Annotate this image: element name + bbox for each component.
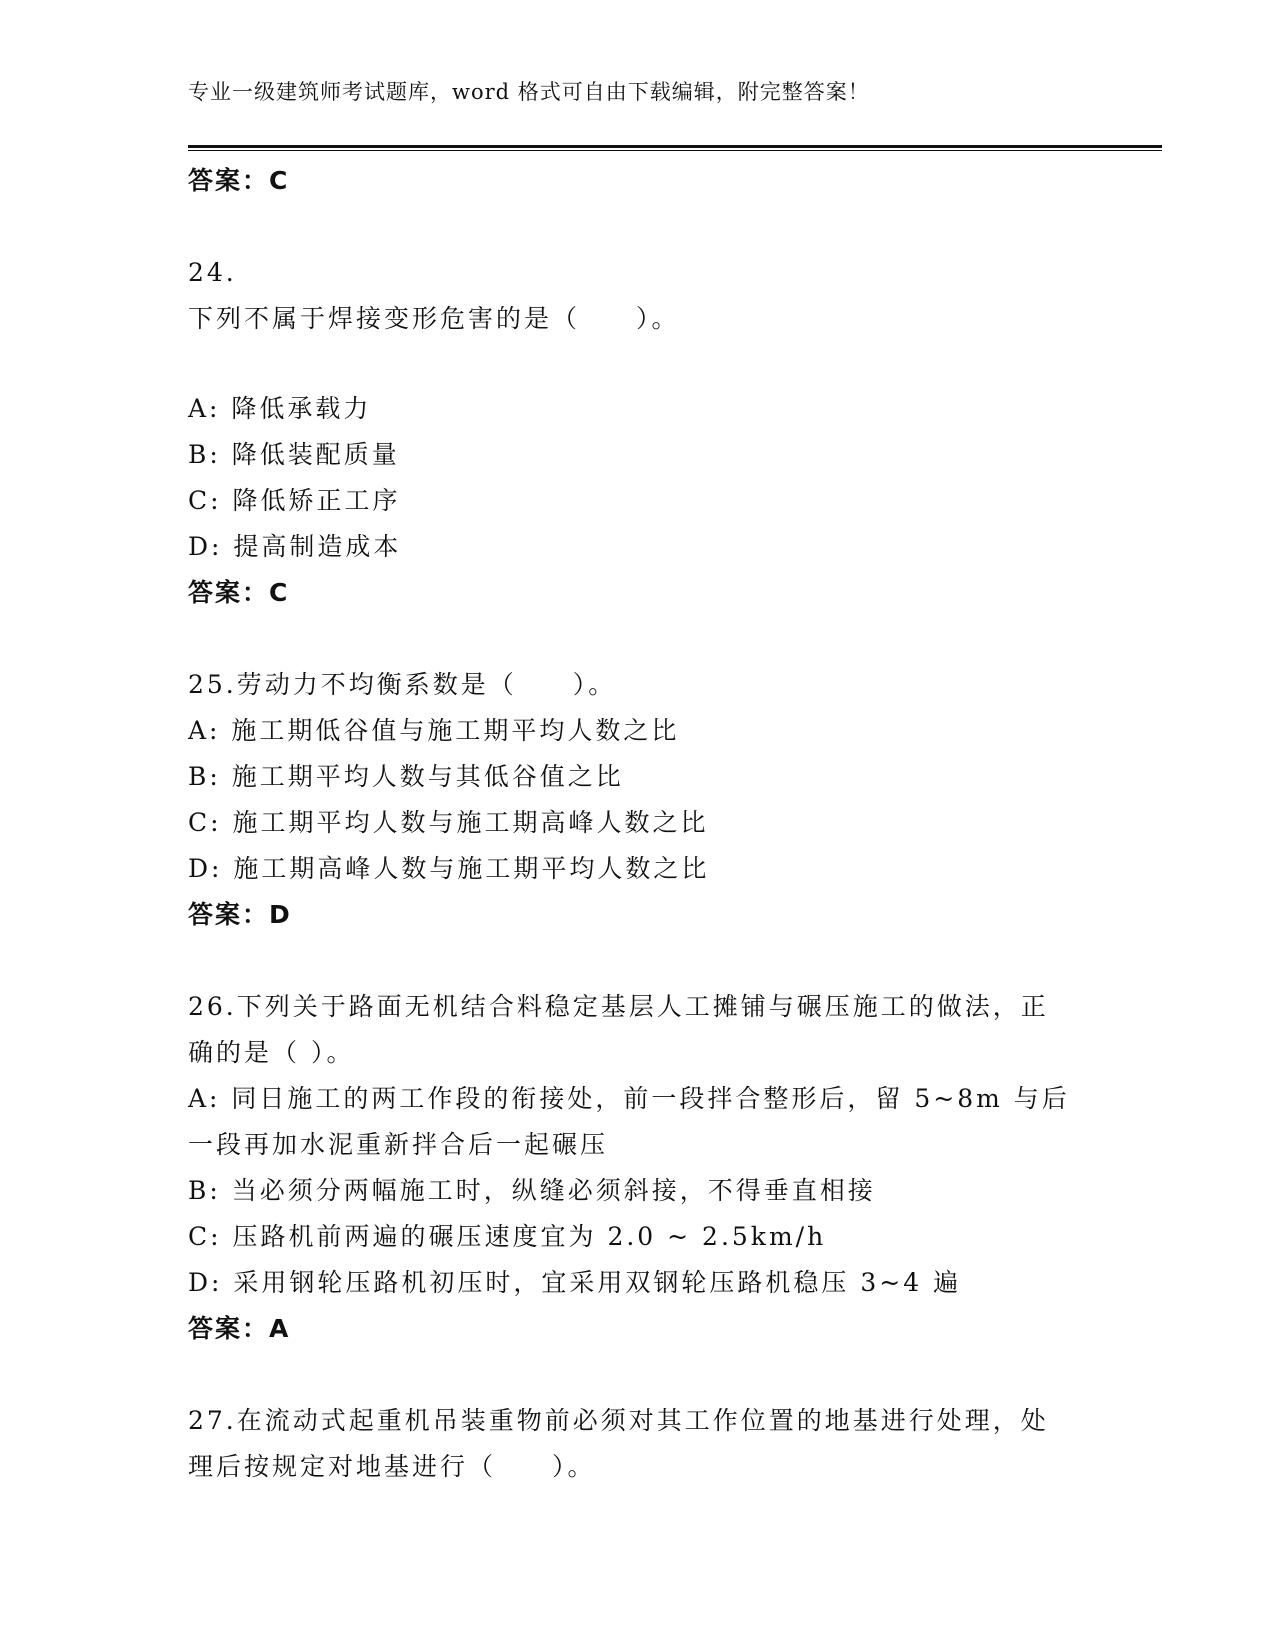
answer: 答案：C — [188, 578, 290, 607]
option-a: A: 降低承载力 — [188, 394, 372, 423]
question-27 — [188, 1398, 1088, 1490]
question-stem-line: 27.在流动式起重机吊装重物前必须对其工作位置的地基进行处理，处 — [188, 1406, 1049, 1435]
option-b: B: 施工期平均人数与其低谷值之比 — [188, 762, 624, 791]
option-b: B: 当必须分两幅施工时，纵缝必须斜接，不得垂直相接 — [188, 1176, 876, 1205]
answer: 答案：D — [188, 900, 292, 929]
page-header: 专业一级建筑师考试题库，word 格式可自由下载编辑，附完整答案！ — [188, 80, 870, 104]
header-rule-thick — [188, 145, 1162, 148]
document-body — [188, 158, 1088, 1490]
option-a-line: 一段再加水泥重新拌合后一起碾压 — [188, 1130, 609, 1159]
question-25 — [188, 662, 1088, 938]
question-number: 24. — [188, 258, 237, 287]
question-stem-line: 26.下列关于路面无机结合料稳定基层人工摊铺与碾压施工的做法，正 — [188, 992, 1049, 1021]
option-c: C: 压路机前两遍的碾压速度宜为 2.0 ~ 2.5km/h — [188, 1222, 827, 1251]
answer: 答案：A — [188, 1314, 291, 1343]
question-stem-line: 确的是（ ）。 — [188, 1038, 355, 1067]
header-rule-thin — [188, 150, 1162, 151]
question-stem: 25.劳动力不均衡系数是（ ）。 — [188, 670, 617, 699]
option-a-line: A: 同日施工的两工作段的衔接处，前一段拌合整形后，留 5~8m 与后 — [188, 1084, 1070, 1113]
option-c: C: 降低矫正工序 — [188, 486, 401, 515]
question-24 — [188, 250, 1088, 616]
option-d: D: 提高制造成本 — [188, 532, 402, 561]
option-c: C: 施工期平均人数与施工期高峰人数之比 — [188, 808, 709, 837]
option-a: A: 施工期低谷值与施工期平均人数之比 — [188, 716, 680, 745]
option-d: D: 采用钢轮压路机初压时，宜采用双钢轮压路机稳压 3~4 遍 — [188, 1268, 962, 1297]
question-stem-line: 理后按规定对地基进行（ ）。 — [188, 1452, 596, 1481]
option-b: B: 降低装配质量 — [188, 440, 400, 469]
question-26 — [188, 984, 1088, 1352]
question-stem: 下列不属于焊接变形危害的是（ ）。 — [188, 304, 680, 333]
answer-q23: 答案：C — [188, 166, 290, 195]
option-d: D: 施工期高峰人数与施工期平均人数之比 — [188, 854, 710, 883]
